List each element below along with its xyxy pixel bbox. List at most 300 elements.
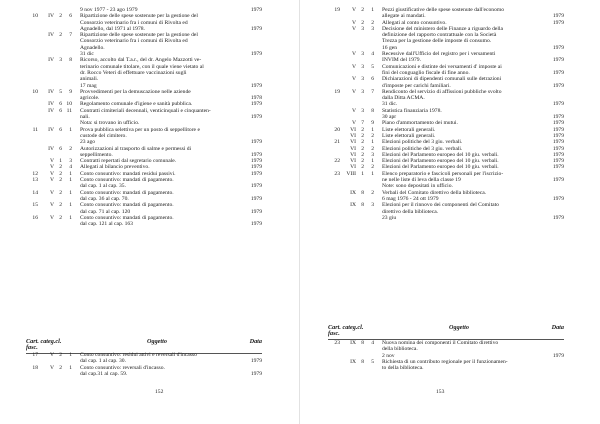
cart-number: 21	[334, 139, 340, 146]
entry-text: 6 mag 1976 - 24 ott 1979	[382, 195, 439, 202]
entry-object	[374, 359, 564, 372]
class: 2	[59, 202, 62, 209]
category: V	[351, 120, 356, 127]
entry-text: Elezioni politiche del 3 giu. verbali.	[382, 145, 463, 152]
cart-number: 19	[334, 7, 340, 13]
class: 2	[361, 151, 364, 158]
entry-text: Ripartizione delle spese sostenute per la gestione del	[80, 13, 198, 20]
entry-year: 1979	[250, 358, 262, 365]
category: VI	[350, 164, 356, 171]
category: V	[49, 158, 54, 165]
entry-year: 1979	[552, 120, 564, 127]
category: IV	[48, 107, 54, 114]
entry-object	[72, 89, 262, 102]
entry-year: 1979	[250, 101, 262, 108]
entry-year: 1979	[250, 183, 262, 190]
entry-year: 1979	[552, 19, 564, 26]
entry-text: d'imposte per carichi familiari.	[382, 82, 451, 89]
category: V	[49, 170, 54, 177]
fascicle: 2	[371, 19, 374, 26]
entry-text: agricole.	[80, 95, 100, 102]
entry-text: Conto consuntivo: mandati di pagamento.	[80, 202, 174, 209]
entry-text: 2 nov	[382, 352, 395, 359]
cart-number: 23	[334, 340, 340, 346]
class: 2	[361, 164, 364, 171]
fascicle: 6	[69, 13, 72, 20]
class: 3	[361, 25, 364, 32]
cart-number: 13	[32, 177, 38, 184]
entry-text: allegate ai mandati.	[382, 13, 426, 20]
page-number: 153	[436, 389, 445, 395]
fascicle: 8	[69, 57, 72, 64]
fascicle: 2	[69, 145, 72, 152]
entry-year: 1979	[552, 57, 564, 64]
entry-text: fini del conguaglio fiscale di fine anno.	[382, 69, 470, 76]
entry-object	[72, 352, 262, 365]
entry-text: Note: sono depositati in ufficio.	[382, 183, 453, 190]
entry-text: Piano d'ammortamento dei mutui.	[382, 120, 458, 127]
category: V	[49, 214, 54, 221]
fascicle: 1	[371, 139, 374, 146]
category: V	[351, 19, 356, 26]
entry-line	[80, 371, 262, 377]
entry-object	[72, 202, 262, 215]
class: 2	[59, 170, 62, 177]
entry-object	[374, 64, 564, 77]
fascicle: 3	[69, 158, 72, 165]
fascicle: 1	[371, 7, 374, 13]
inventory-entry	[26, 89, 262, 102]
inventory-entry	[26, 13, 262, 32]
class: 2	[59, 32, 62, 39]
class: 3	[59, 57, 62, 64]
entry-text: Regolamento comunale d'igiene e sanità pubblica.	[80, 101, 193, 108]
entry-object	[72, 13, 262, 32]
entry-text: Recessive dall'Ufficio del registro per i versamenti	[382, 51, 496, 58]
entry-text: nali.	[80, 114, 90, 121]
entry-text: Consorzio veterinario fra i comuni di Rivolta ed	[80, 19, 188, 26]
entry-year: 1979	[552, 195, 564, 202]
inventory-entry	[328, 7, 564, 20]
fascicle: 4	[69, 164, 72, 171]
entry-text: Agnadello, dal 1971 al 1978.	[80, 25, 145, 32]
entry-object	[72, 190, 262, 203]
cart-number	[26, 146, 40, 159]
class: 2	[59, 164, 62, 171]
category: VI	[350, 139, 356, 146]
fascicle: 1	[69, 352, 72, 358]
category: IV	[48, 126, 54, 133]
class: 1	[59, 158, 62, 165]
class: 3	[361, 107, 364, 114]
entry-text: Nota: si trovano in ufficio.	[80, 120, 140, 127]
entry-text: Elenco preparatorio e fascicoli personali per l'iscrizio-	[382, 170, 504, 177]
cart-number: 10	[32, 88, 38, 95]
entry-year: 1979	[552, 177, 564, 184]
entry-text: della biblioteca.	[382, 346, 418, 353]
cart-number: 14	[32, 189, 38, 196]
inventory-entry	[26, 32, 262, 57]
class: 2	[361, 7, 364, 13]
class: 3	[361, 76, 364, 83]
category: V	[351, 7, 356, 13]
category: V	[49, 202, 54, 209]
fascicle: 10	[66, 101, 72, 108]
entry-text: Trezza per la gestione delle imposte di consumo.	[382, 38, 492, 45]
entry-year: 1979	[250, 370, 262, 377]
entry-text: 9 nov 1977 - 23 ago 1979	[80, 7, 138, 13]
entry-text: terinario comunale titolare, con il quale viene vietato al	[80, 63, 204, 70]
fascicle: 4	[371, 51, 374, 58]
entry-year: 1979	[250, 151, 262, 158]
entry-text: Richiesta di un contributo regionale per il funzionamen-	[382, 358, 508, 365]
entry-year: 1979	[250, 139, 262, 146]
entry-object	[374, 76, 564, 89]
entry-text: Elezioni per il rinnovo dei componenti del Comitato	[382, 202, 499, 209]
inventory-entry	[26, 190, 262, 203]
entry-text: Prova pubblica selettiva per un posto di seppellitore e	[80, 126, 200, 133]
cart-number: 16	[32, 214, 38, 221]
category: IV	[48, 57, 54, 64]
category: VI	[350, 158, 356, 165]
fascicle: 1	[69, 177, 72, 184]
category: IX	[350, 340, 356, 346]
entry-text: animali.	[80, 76, 99, 83]
entry-year: 1979	[552, 139, 564, 146]
fascicle: 1	[69, 214, 72, 221]
inventory-entry	[26, 57, 262, 88]
entry-object	[374, 190, 564, 203]
inventory-entry	[328, 340, 564, 359]
inventory-entry	[328, 64, 564, 77]
entry-text: Ripartizione delle spese sostenute per la gestione del	[80, 32, 198, 39]
entry-object	[374, 171, 564, 190]
class: 6	[59, 107, 62, 114]
entry-text: seppellimento.	[80, 151, 113, 158]
class: 1	[361, 170, 364, 177]
entry-object	[374, 108, 564, 121]
cart-number: 23	[334, 170, 340, 177]
category: V	[49, 189, 54, 196]
entry-year: 1979	[250, 195, 262, 202]
fascicle: 1	[69, 364, 72, 371]
entry-text: 16 gen	[382, 44, 398, 51]
inventory-entry	[26, 127, 262, 146]
entry-text: Dichiarazioni di dipendenti comunali sulle detrazioni	[382, 76, 502, 83]
entry-year: 1979	[552, 164, 564, 171]
class: 8	[361, 340, 364, 346]
entry-text: Verbali del Comitato direttivo della biblioteca.	[382, 189, 487, 196]
header-cart-categ: Cart. categ.cl. fasc.	[26, 338, 62, 352]
category: IV	[48, 32, 54, 39]
entry-object	[72, 57, 262, 88]
class: 2	[59, 189, 62, 196]
class: 5	[59, 88, 62, 95]
inventory-entry	[26, 215, 262, 228]
entry-text: dal cap.31 al cap. 59.	[80, 370, 128, 377]
entry-year: 1979	[250, 221, 262, 228]
fascicle: 1	[69, 202, 72, 209]
category: IV	[48, 145, 54, 152]
entry-year: 1979	[552, 132, 564, 139]
cart-number	[328, 51, 342, 64]
entry-text: INVIM del 1979.	[382, 57, 421, 64]
entry-year: 1979	[552, 101, 564, 108]
fascicle: 2	[371, 132, 374, 139]
cart-number	[328, 359, 342, 372]
entry-text: Conto consuntivo: mandati di pagamento.	[80, 177, 174, 184]
entry-text: Nuova nomina dei componenti il Comitato direttivo	[382, 340, 499, 346]
fascicle: 3	[371, 151, 374, 158]
class: 2	[59, 13, 62, 20]
category: VI	[350, 126, 356, 133]
entry-year: 1979	[250, 51, 262, 58]
entry-year: 1979	[250, 25, 262, 32]
cart-number	[26, 57, 40, 88]
entry-year: 1979	[250, 82, 262, 89]
entry-year: 1979	[250, 208, 262, 215]
category: V	[49, 352, 54, 358]
entry-object	[72, 215, 262, 228]
entry-text: Elezioni del Parlamento europeo del 10 giu. verbali.	[382, 151, 499, 158]
fascicle: 6	[371, 76, 374, 83]
entry-object	[72, 108, 262, 127]
class: 8	[361, 358, 364, 365]
inventory-entry	[328, 108, 564, 121]
entry-year: 1979	[552, 126, 564, 133]
category: V	[351, 107, 356, 114]
entry-year: 1978	[250, 95, 262, 102]
entry-text: direttivo della biblioteca.	[382, 208, 439, 215]
column-header	[328, 325, 564, 340]
entry-year: 1979	[552, 114, 564, 121]
inventory-entries	[328, 7, 564, 221]
entry-year: 1979	[552, 82, 564, 89]
fascicle: 3	[371, 202, 374, 209]
class: 3	[361, 51, 364, 58]
entry-text: Autorizzazioni al trasporto di salme e permessi di	[80, 145, 192, 152]
entry-object	[374, 7, 564, 20]
fascicle: 5	[371, 358, 374, 365]
category: V	[351, 51, 356, 58]
header-data: Data	[551, 324, 564, 331]
entry-text: 17 mag	[80, 82, 97, 89]
fascicle: 7	[371, 88, 374, 95]
class: 2	[361, 126, 364, 133]
entry-year: 1979	[250, 164, 262, 171]
entry-text: Allegati al bilancio preventivo.	[80, 164, 150, 171]
inventory-entry	[328, 171, 564, 190]
class: 7	[361, 120, 364, 127]
class: 2	[59, 364, 62, 371]
cart-number	[328, 190, 342, 203]
inventory-entry	[328, 202, 564, 221]
entry-text: Pezzi giustificative delle spese sostenute dall'economo	[382, 7, 505, 13]
category: VI	[350, 145, 356, 152]
entry-text: to della biblioteca.	[382, 365, 424, 372]
entry-text: Conto consuntivo: mandati di pagamento.	[80, 189, 174, 196]
category: IV	[48, 101, 54, 108]
class: 2	[59, 177, 62, 184]
entry-year: 1979	[552, 44, 564, 51]
inventory-entry	[328, 76, 564, 89]
entry-text: 30 apr	[382, 114, 397, 121]
entry-text: dal cap. 36 al cap. 70.	[80, 195, 129, 202]
cart-number: 10	[32, 13, 38, 20]
entry-text: dal cap. 1 al cap. 35.	[80, 183, 126, 190]
fascicle: 1	[371, 158, 374, 165]
inventory-entries	[26, 7, 262, 227]
entry-text: Agnadello.	[80, 44, 105, 51]
class: 8	[361, 189, 364, 196]
entry-year: 1979	[552, 145, 564, 152]
class: 6	[59, 101, 62, 108]
entry-object	[72, 146, 262, 159]
entry-text: dal cap. 71 al cap. 120	[80, 208, 131, 215]
entry-year: 1979	[552, 214, 564, 221]
inventory-entry	[26, 146, 262, 159]
entry-text: 31 dic	[80, 51, 94, 58]
entry-year: 1979	[250, 7, 262, 13]
class: 2	[361, 145, 364, 152]
category: V	[351, 88, 356, 95]
entry-year: 1979	[250, 114, 262, 121]
entry-object	[374, 202, 564, 221]
category: VIII	[346, 170, 356, 177]
fascicle: 9	[69, 88, 72, 95]
entry-text: ne nelle liste di leva della classe 19	[382, 177, 461, 184]
fascicle: 8	[371, 107, 374, 114]
entry-text: custode del cimitero.	[80, 132, 127, 139]
category: VI	[350, 132, 356, 139]
entry-text: definizione del rapporto contrattuale con la Società	[382, 32, 497, 39]
entry-line	[382, 215, 564, 221]
right-page	[300, 0, 600, 424]
fascicle: 1	[69, 189, 72, 196]
cart-number: 19	[334, 88, 340, 95]
entry-text: dal cap. 121 al cap. 163	[80, 221, 133, 228]
class: 2	[361, 158, 364, 165]
entry-text: 23 ago	[80, 139, 96, 146]
fascicle: 2	[371, 164, 374, 171]
fascicle: 1	[69, 126, 72, 133]
class: 3	[361, 63, 364, 70]
cart-number: 18	[32, 364, 38, 371]
entry-year: 1979	[552, 158, 564, 165]
category: IV	[48, 13, 54, 20]
entry-text: Comunicazioni e distinte dei versamenti d' imposte ai	[382, 63, 502, 70]
entry-text: Decisione del ministero delle Finanze a riguardo della	[382, 25, 504, 32]
cart-number	[328, 108, 342, 121]
inventory-entries-continued	[26, 352, 262, 377]
class: 6	[59, 126, 62, 133]
cart-number: 11	[32, 126, 38, 133]
entry-text: Ricorso, accolto dal T.a.r., del dr. Angelo Mazzotti ve-	[80, 57, 202, 64]
category: IX	[350, 189, 356, 196]
entry-text: dr. Rocco Veteri di effettuare vaccinazioni sugli	[80, 69, 187, 76]
entry-object	[374, 51, 564, 64]
inventory-entry	[26, 352, 262, 365]
inventory-entry	[26, 177, 262, 190]
cart-number	[26, 108, 40, 127]
inventory-entry	[26, 202, 262, 215]
entry-text: 23 giu	[382, 214, 397, 221]
cart-number: 17	[32, 352, 38, 358]
fascicle: 11	[66, 107, 72, 114]
category: V	[351, 63, 356, 70]
cart-number: 22	[334, 158, 340, 165]
entry-text: Contratti repertati dal segretario comunale.	[80, 158, 177, 165]
entry-text: Liste elettorali generali.	[382, 126, 436, 133]
entry-text: Allegati al conto consuntivo.	[382, 19, 447, 26]
inventory-entry	[328, 190, 564, 203]
inventory-entry	[26, 365, 262, 378]
header-cart-categ: Cart. categ.cl. fasc.	[328, 324, 364, 338]
entry-object	[72, 127, 262, 146]
class: 2	[59, 352, 62, 358]
entry-text: Conto consuntivo: reversali d'incasso.	[80, 364, 165, 371]
category: IV	[48, 88, 54, 95]
entry-year: 1979	[552, 13, 564, 20]
fascicle: 2	[371, 145, 374, 152]
cart-number: 15	[32, 202, 38, 209]
header-data: Data	[249, 338, 262, 345]
fascicle: 1	[371, 126, 374, 133]
entry-text: Contratti cimiteriali decennali, venticinquali e cinquanten-	[80, 107, 211, 114]
category: V	[49, 164, 54, 171]
category: V	[351, 25, 356, 32]
fascicle: 1	[371, 170, 374, 177]
inventory-entry	[26, 108, 262, 127]
fascicle: 2	[371, 189, 374, 196]
header-oggetto: Oggetto	[449, 324, 469, 331]
entry-text: Conto consuntivo: mandati residui passivi.	[80, 170, 176, 177]
entry-year: 1979	[250, 158, 262, 165]
category: V	[49, 364, 54, 371]
fascicle: 3	[371, 25, 374, 32]
category: V	[49, 177, 54, 184]
class: 2	[361, 19, 364, 26]
cart-number: 12	[32, 170, 38, 177]
class: 2	[59, 214, 62, 221]
entry-year: 1979	[552, 151, 564, 158]
class: 2	[361, 132, 364, 139]
entry-object	[374, 26, 564, 51]
entry-year: 1979	[552, 352, 564, 359]
entry-line	[382, 365, 564, 371]
cart-number	[328, 64, 342, 77]
fascicle: 1	[69, 170, 72, 177]
inventory-entry	[328, 51, 564, 64]
cart-number: 20	[334, 126, 340, 133]
cart-number	[328, 202, 342, 221]
entry-text: Consorzio veterinario fra i comuni di Rivolta ed	[80, 38, 188, 45]
cart-number	[328, 76, 342, 89]
category: IX	[350, 358, 356, 365]
entry-object	[374, 89, 564, 108]
fascicle: 9	[371, 120, 374, 127]
fascicle: 4	[371, 340, 374, 346]
entry-year: 1979	[552, 69, 564, 76]
entry-object	[72, 365, 262, 378]
category: VI	[350, 151, 356, 158]
entry-object	[72, 32, 262, 57]
cart-number	[26, 32, 40, 57]
fascicle: 7	[69, 32, 72, 39]
class: 3	[361, 88, 364, 95]
entry-text: Elezioni del Parlamento europeo del 10 giu. verbali.	[382, 164, 499, 171]
entry-text: dalla Ditta ACMA.	[382, 95, 425, 102]
